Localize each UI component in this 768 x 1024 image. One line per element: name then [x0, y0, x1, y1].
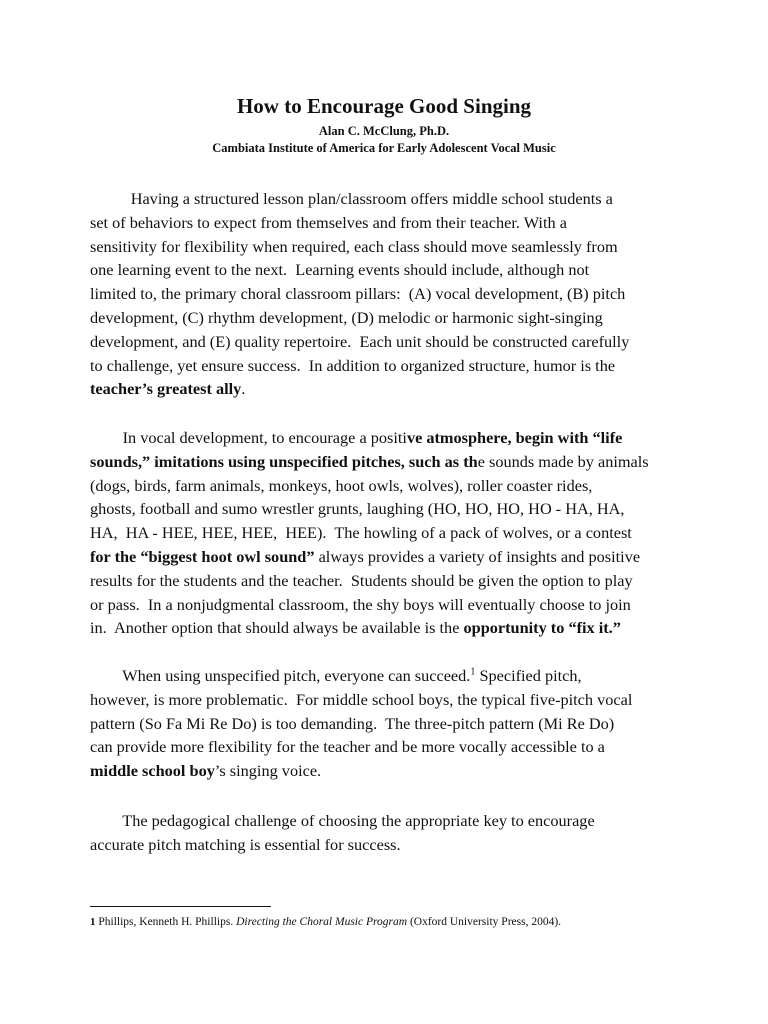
- text-line: [90, 521, 680, 545]
- text-segment: limited to, the primary choral classroom pillars: (A) vocal development, (B) pitch: [90, 284, 626, 304]
- author-name: Alan C. McClung, Ph.D.: [318, 124, 450, 138]
- text-line: [90, 235, 680, 259]
- text-segment: The pedagogical challenge of choosing the appropriate key to encourage: [90, 811, 595, 830]
- text-line: [90, 282, 680, 306]
- bold-text: opportunity to “fix it.”: [463, 618, 621, 638]
- text-segment: to challenge, yet ensure success. In addition to organized structure, humor is the: [90, 355, 616, 375]
- text-segment: development, (C) rhythm development, (D) melodic or harmonic sight-singing: [90, 307, 603, 327]
- text-line: [90, 833, 680, 857]
- text-segment: pattern (So Fa Mi Re Do) is too demanding. The three-pitch pattern (Mi Re Do): [90, 713, 615, 733]
- footnote-text-after: (Oxford University Press, 2004).: [407, 916, 562, 928]
- text-line: [90, 593, 680, 617]
- text-segment: one learning event to the next. Learning events should include, although not: [90, 260, 590, 280]
- bold-text: ve atmosphere, begin with “life: [406, 428, 623, 447]
- text-segment: set of behaviors to expect from themselves and from their teacher. With a: [90, 212, 567, 232]
- text-segment: Having a structured lesson plan/classroom offers middle school students a: [90, 189, 613, 208]
- text-line: [90, 616, 680, 640]
- text-segment: accurate pitch matching is essential for success.: [90, 834, 401, 854]
- text-segment: .: [241, 379, 246, 399]
- text-line: [90, 306, 680, 330]
- text-segment: can provide more flexibility for the teacher and be more vocally accessible to a: [90, 737, 605, 757]
- text-segment: ghosts, football and sumo wrestler grunts, laughing (HO, HO, HO, HO - HA, HA,: [90, 499, 625, 519]
- paragraph-2: [90, 426, 680, 640]
- text-line: [90, 569, 680, 593]
- footnote: [90, 914, 690, 930]
- bold-text: sounds,” imitations using unspecified pitches, such as th: [90, 451, 478, 471]
- text-line: [90, 330, 680, 354]
- bold-text: teacher’s greatest ally: [90, 379, 242, 399]
- text-segment: sensitivity for flexibility when required, each class should move seamlessly from: [90, 236, 618, 256]
- text-segment: or pass. In a nonjudgmental classroom, the shy boys will eventually choose to join: [90, 594, 631, 614]
- text-line: [90, 211, 680, 235]
- text-line: [90, 187, 680, 211]
- text-segment: HA, HA - HEE, HEE, HEE, HEE). The howling of a pack of wolves, or a contest: [90, 523, 632, 543]
- paragraph-4: [90, 809, 680, 857]
- text-line: [90, 664, 680, 688]
- text-segment: Specified pitch,: [475, 666, 582, 685]
- paragraph-3: [90, 664, 680, 783]
- author-institute: Cambiata Institute of America for Early Adolescent Vocal Music: [212, 141, 556, 155]
- document-title: How to Encourage Good Singing: [236, 94, 532, 118]
- footnote-reference: 1: [470, 666, 476, 678]
- text-segment: in. Another option that should always be available is the: [90, 618, 464, 638]
- text-line: [90, 545, 680, 569]
- text-line: [90, 474, 680, 498]
- text-segment: ’s singing voice.: [214, 761, 322, 781]
- text-line: [90, 497, 680, 521]
- text-segment: In vocal development, to encourage a positi: [90, 428, 407, 447]
- paragraph-1: [90, 187, 680, 401]
- text-segment: When using unspecified pitch, everyone can succeed.: [90, 666, 471, 685]
- text-segment: always provides a variety of insights and positive: [314, 546, 641, 566]
- text-line: [90, 426, 680, 450]
- footnote-text-before: Phillips, Kenneth H. Phillips.: [95, 916, 237, 928]
- text-line: [90, 450, 680, 474]
- text-line: [90, 377, 680, 401]
- text-line: [90, 809, 680, 833]
- text-segment: development, and (E) quality repertoire. Each unit should be constructed carefully: [90, 331, 630, 351]
- text-line: [90, 735, 680, 759]
- bold-text: middle school boy: [90, 761, 215, 781]
- text-segment: results for the students and the teacher. Students should be given the option to play: [90, 570, 633, 590]
- footnote-divider: [90, 906, 271, 907]
- text-segment: however, is more problematic. For middle school boys, the typical five-pitch vocal: [90, 689, 633, 709]
- text-line: [90, 688, 680, 712]
- bold-text: for the “biggest hoot owl sound”: [90, 546, 315, 566]
- text-line: [90, 759, 680, 783]
- footnote-number: 1: [90, 916, 96, 928]
- text-line: [90, 354, 680, 378]
- text-segment: e sounds made by animals: [477, 451, 649, 471]
- text-segment: (dogs, birds, farm animals, monkeys, hoot owls, wolves), roller coaster rides,: [90, 475, 593, 495]
- text-line: [90, 712, 680, 736]
- footnote-book-title: Directing the Choral Music Program: [236, 916, 408, 928]
- text-line: [90, 258, 680, 282]
